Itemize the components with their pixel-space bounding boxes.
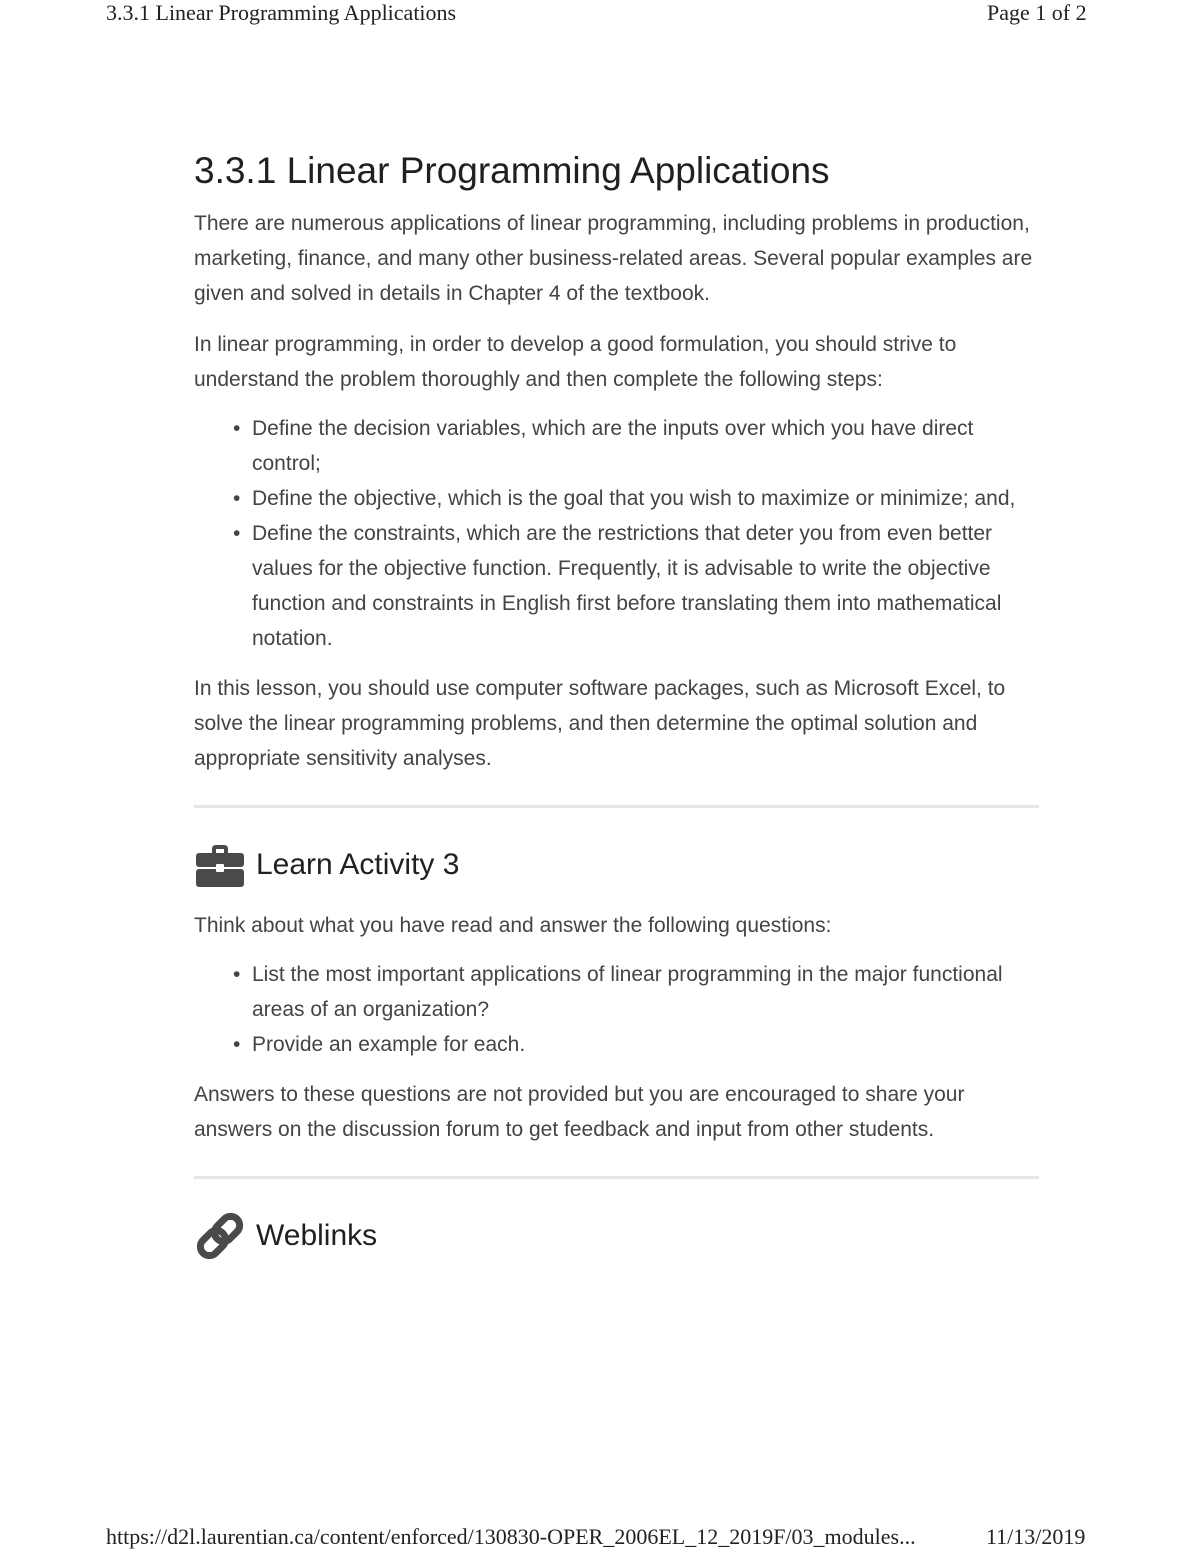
weblinks-heading xyxy=(194,1207,1039,1265)
activity-note: Answers to these questions are not provided but you are encouraged to share your answers on the discussion forum to get feedback and input from other students. xyxy=(194,1083,965,1141)
lesson-note-paragraph: In this lesson, you should use computer software packages, such as Microsoft Excel, to solve the linear programming problems, and then determine the optimal solution and appropriate sensitivity analyses. xyxy=(194,677,1006,770)
activity-title: Learn Activity 3 xyxy=(256,848,460,881)
print-footer-date: 11/13/2019 xyxy=(986,1524,1086,1549)
weblinks-title: Weblinks xyxy=(256,1219,378,1252)
section-divider xyxy=(194,1176,1039,1179)
print-footer-url: https://d2l.laurentian.ca/content/enforced/130830-OPER_2006EL_12_2019F/03_modules... xyxy=(106,1524,916,1549)
steps-list xyxy=(194,411,1039,656)
steps-intro-paragraph: In linear programming, in order to develop a good formulation, you should strive to understand the problem thoroughly and then complete the following steps: xyxy=(194,333,957,391)
list-item: • Define the decision variables, which are the inputs over which you have direct control; xyxy=(252,411,1039,481)
intro-paragraph: There are numerous applications of linear programming, including problems in production, marketing, finance, and many other business-related areas. Several popular examples are given and solved in details in Chapter 4 of the textbook. xyxy=(194,212,1033,305)
link-icon xyxy=(194,1210,246,1262)
list-item: • Define the objective, which is the goal that you wish to maximize or minimize; and, xyxy=(252,481,1039,516)
activity-heading xyxy=(194,836,1039,894)
questions-list xyxy=(194,957,1039,1062)
activity-intro: Think about what you have read and answer the following questions: xyxy=(194,914,832,937)
print-footer xyxy=(0,1524,1200,1554)
article-content xyxy=(194,146,1039,1279)
list-item: • List the most important applications of linear programming in the major functional areas of an organization? xyxy=(252,957,1039,1027)
section-divider xyxy=(194,805,1039,808)
print-header-title: 3.3.1 Linear Programming Applications xyxy=(106,0,457,25)
list-item: • Provide an example for each. xyxy=(252,1027,1039,1062)
list-item: • Define the constraints, which are the restrictions that deter you from even better values for the objective function. Frequently, it is advisable to write the objective function and constraints in English first before translating them into mathematical notation. xyxy=(252,516,1039,656)
briefcase-icon xyxy=(194,839,246,891)
print-header-page-number: Page 1 of 2 xyxy=(987,0,1087,25)
page-title: 3.3.1 Linear Programming Applications xyxy=(194,150,830,191)
print-header xyxy=(0,0,1200,30)
